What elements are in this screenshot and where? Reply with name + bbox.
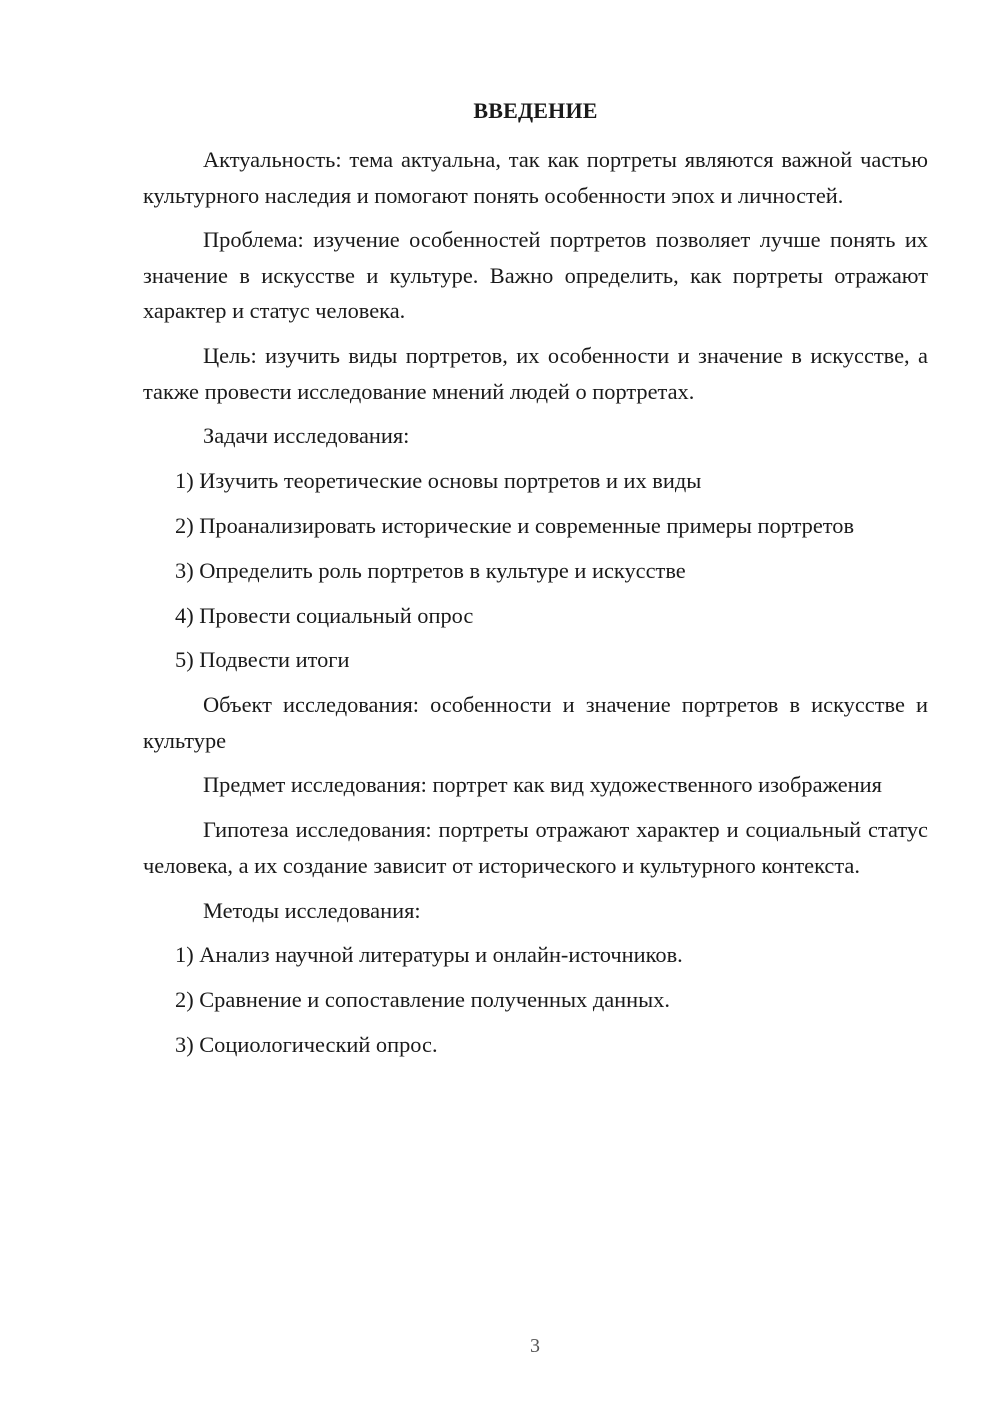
tasks-heading: Задачи исследования: [203,423,410,449]
method-item: 3) Социологический опрос. [175,1031,438,1057]
task-item: 2) Проанализировать исторические и современные примеры портретов [175,512,855,538]
task-item: 5) Подвести итоги [175,647,350,673]
paragraph-goal: Цель: изучить виды портретов, их особенности и значение в искусстве, а также провести исследование мнений людей о портретах. [143,343,928,404]
paragraph-problem: Проблема: изучение особенностей портретов позволяет лучше понять их значение в искусстве и культуре. Важно определить, как портреты отражают характер и статус человека. [143,227,928,324]
task-item: 3) Определить роль портретов в культуре и искусстве [175,557,686,583]
paragraph-hypothesis: Гипотеза исследования: портреты отражают характер и социальный статус человека, а их создание зависит от исторического и культурного контекста. [143,817,928,878]
paragraph-subject: Предмет исследования: портрет как вид художественного изображения [203,772,882,798]
paragraph-object: Объект исследования: особенности и значение портретов в искусстве и культуре [143,692,928,753]
method-item: 1) Анализ научной литературы и онлайн-источников. [175,942,683,968]
document-body [143,142,928,1062]
paragraph-relevance: Актуальность: тема актуальна, так как портреты являются важной частью культурного наследия и помогают понять особенности эпох и личностей. [143,147,928,208]
page-number: 3 [530,1335,540,1357]
methods-heading: Методы исследования: [203,897,421,923]
page-title: ВВЕДЕНИЕ [473,98,598,123]
task-item: 1) Изучить теоретические основы портретов и их виды [175,468,702,494]
method-item: 2) Сравнение и сопоставление полученных данных. [175,987,670,1013]
task-item: 4) Провести социальный опрос [175,602,474,628]
